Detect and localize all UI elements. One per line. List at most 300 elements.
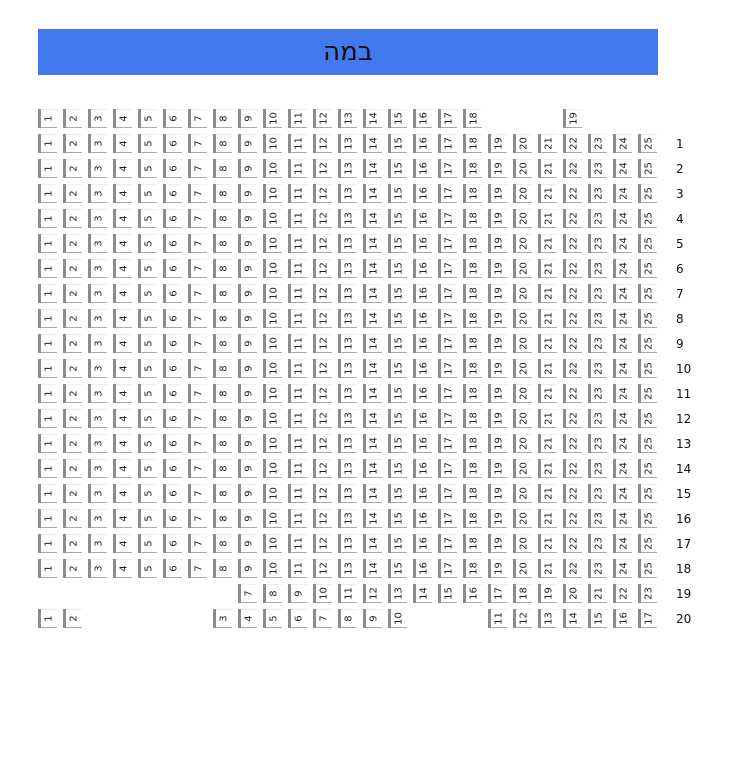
seat[interactable]: [363, 134, 382, 153]
seat[interactable]: [63, 209, 82, 228]
seat[interactable]: [313, 134, 332, 153]
seat[interactable]: [213, 209, 232, 228]
seat[interactable]: [38, 609, 57, 628]
seat[interactable]: [138, 534, 157, 553]
seat[interactable]: [638, 259, 657, 278]
seat[interactable]: [563, 259, 582, 278]
seat[interactable]: [313, 434, 332, 453]
seat[interactable]: [513, 434, 532, 453]
seat[interactable]: [538, 334, 557, 353]
seat[interactable]: [438, 459, 457, 478]
seat[interactable]: [213, 359, 232, 378]
seat[interactable]: [338, 534, 357, 553]
seat[interactable]: [238, 409, 257, 428]
seat[interactable]: [388, 584, 407, 603]
seat[interactable]: [388, 159, 407, 178]
seat[interactable]: [588, 534, 607, 553]
seat[interactable]: [238, 209, 257, 228]
seat[interactable]: [538, 284, 557, 303]
seat[interactable]: [638, 509, 657, 528]
seat[interactable]: [513, 134, 532, 153]
seat[interactable]: [313, 184, 332, 203]
seat[interactable]: [338, 234, 357, 253]
seat[interactable]: [113, 159, 132, 178]
seat[interactable]: [363, 284, 382, 303]
seat[interactable]: [363, 259, 382, 278]
seat[interactable]: [363, 434, 382, 453]
seat[interactable]: [588, 159, 607, 178]
seat[interactable]: [563, 584, 582, 603]
seat[interactable]: [463, 484, 482, 503]
seat[interactable]: [488, 209, 507, 228]
seat[interactable]: [288, 459, 307, 478]
seat[interactable]: [38, 159, 57, 178]
seat[interactable]: [188, 484, 207, 503]
seat[interactable]: [313, 334, 332, 353]
seat[interactable]: [63, 434, 82, 453]
seat[interactable]: [513, 384, 532, 403]
seat[interactable]: [363, 209, 382, 228]
seat[interactable]: [38, 434, 57, 453]
seat[interactable]: [138, 284, 157, 303]
seat[interactable]: [313, 484, 332, 503]
seat[interactable]: [113, 384, 132, 403]
seat[interactable]: [438, 409, 457, 428]
seat[interactable]: [613, 209, 632, 228]
seat[interactable]: [288, 384, 307, 403]
seat[interactable]: [413, 184, 432, 203]
seat[interactable]: [413, 509, 432, 528]
seat[interactable]: [188, 284, 207, 303]
seat[interactable]: [163, 309, 182, 328]
seat[interactable]: [238, 559, 257, 578]
seat[interactable]: [138, 334, 157, 353]
seat[interactable]: [188, 134, 207, 153]
seat[interactable]: [563, 334, 582, 353]
seat[interactable]: [113, 509, 132, 528]
seat[interactable]: [313, 284, 332, 303]
seat[interactable]: [63, 334, 82, 353]
seat[interactable]: [513, 409, 532, 428]
seat[interactable]: [338, 609, 357, 628]
seat[interactable]: [588, 409, 607, 428]
seat[interactable]: [338, 209, 357, 228]
seat[interactable]: [588, 434, 607, 453]
seat[interactable]: [288, 134, 307, 153]
seat[interactable]: [613, 559, 632, 578]
seat[interactable]: [163, 409, 182, 428]
seat[interactable]: [638, 534, 657, 553]
seat[interactable]: [413, 559, 432, 578]
seat[interactable]: [188, 559, 207, 578]
seat[interactable]: [488, 284, 507, 303]
seat[interactable]: [38, 384, 57, 403]
seat[interactable]: [263, 134, 282, 153]
seat[interactable]: [413, 359, 432, 378]
seat[interactable]: [313, 409, 332, 428]
seat[interactable]: [313, 259, 332, 278]
seat[interactable]: [463, 259, 482, 278]
seat[interactable]: [538, 209, 557, 228]
seat[interactable]: [188, 409, 207, 428]
seat[interactable]: [538, 159, 557, 178]
seat[interactable]: [538, 584, 557, 603]
seat[interactable]: [538, 234, 557, 253]
seat[interactable]: [363, 409, 382, 428]
seat[interactable]: [188, 434, 207, 453]
seat[interactable]: [263, 184, 282, 203]
seat[interactable]: [413, 584, 432, 603]
seat[interactable]: [413, 534, 432, 553]
seat[interactable]: [438, 584, 457, 603]
seat[interactable]: [88, 309, 107, 328]
seat[interactable]: [163, 509, 182, 528]
seat[interactable]: [38, 484, 57, 503]
seat[interactable]: [38, 309, 57, 328]
seat[interactable]: [38, 359, 57, 378]
seat[interactable]: [588, 134, 607, 153]
seat[interactable]: [613, 359, 632, 378]
seat[interactable]: [338, 459, 357, 478]
seat[interactable]: [163, 259, 182, 278]
seat[interactable]: [613, 234, 632, 253]
seat[interactable]: [638, 459, 657, 478]
seat[interactable]: [188, 534, 207, 553]
seat[interactable]: [213, 559, 232, 578]
seat[interactable]: [88, 434, 107, 453]
seat[interactable]: [63, 284, 82, 303]
seat[interactable]: [538, 409, 557, 428]
seat[interactable]: [488, 134, 507, 153]
seat[interactable]: [263, 209, 282, 228]
seat[interactable]: [463, 434, 482, 453]
seat[interactable]: [188, 309, 207, 328]
seat[interactable]: [613, 184, 632, 203]
seat[interactable]: [238, 159, 257, 178]
seat[interactable]: [463, 459, 482, 478]
seat[interactable]: [638, 609, 657, 628]
seat[interactable]: [463, 184, 482, 203]
seat[interactable]: [213, 284, 232, 303]
seat[interactable]: [163, 334, 182, 353]
seat[interactable]: [438, 484, 457, 503]
seat[interactable]: [638, 284, 657, 303]
seat[interactable]: [588, 609, 607, 628]
seat[interactable]: [613, 534, 632, 553]
seat[interactable]: [88, 409, 107, 428]
seat[interactable]: [163, 109, 182, 128]
seat[interactable]: [288, 609, 307, 628]
seat[interactable]: [588, 184, 607, 203]
seat[interactable]: [638, 359, 657, 378]
seat[interactable]: [88, 534, 107, 553]
seat[interactable]: [263, 284, 282, 303]
seat[interactable]: [113, 134, 132, 153]
seat[interactable]: [313, 159, 332, 178]
seat[interactable]: [638, 484, 657, 503]
seat[interactable]: [238, 234, 257, 253]
seat[interactable]: [238, 484, 257, 503]
seat[interactable]: [538, 184, 557, 203]
seat[interactable]: [38, 284, 57, 303]
seat[interactable]: [538, 359, 557, 378]
seat[interactable]: [588, 484, 607, 503]
seat[interactable]: [338, 159, 357, 178]
seat[interactable]: [363, 559, 382, 578]
seat[interactable]: [563, 459, 582, 478]
seat[interactable]: [138, 484, 157, 503]
seat[interactable]: [413, 334, 432, 353]
seat[interactable]: [488, 334, 507, 353]
seat[interactable]: [38, 534, 57, 553]
seat[interactable]: [113, 209, 132, 228]
seat[interactable]: [263, 609, 282, 628]
seat[interactable]: [213, 534, 232, 553]
seat[interactable]: [238, 259, 257, 278]
seat[interactable]: [613, 284, 632, 303]
seat[interactable]: [113, 259, 132, 278]
seat[interactable]: [313, 609, 332, 628]
seat[interactable]: [288, 109, 307, 128]
seat[interactable]: [88, 109, 107, 128]
seat[interactable]: [638, 184, 657, 203]
seat[interactable]: [188, 184, 207, 203]
seat[interactable]: [413, 209, 432, 228]
seat[interactable]: [538, 559, 557, 578]
seat[interactable]: [338, 309, 357, 328]
seat[interactable]: [338, 384, 357, 403]
seat[interactable]: [563, 559, 582, 578]
seat[interactable]: [388, 209, 407, 228]
seat[interactable]: [88, 259, 107, 278]
seat[interactable]: [463, 134, 482, 153]
seat[interactable]: [563, 184, 582, 203]
seat[interactable]: [38, 409, 57, 428]
seat[interactable]: [88, 384, 107, 403]
seat[interactable]: [613, 484, 632, 503]
seat[interactable]: [263, 509, 282, 528]
seat[interactable]: [588, 334, 607, 353]
seat[interactable]: [413, 484, 432, 503]
seat[interactable]: [613, 584, 632, 603]
seat[interactable]: [288, 334, 307, 353]
seat[interactable]: [288, 259, 307, 278]
seat[interactable]: [613, 309, 632, 328]
seat[interactable]: [163, 134, 182, 153]
seat[interactable]: [413, 309, 432, 328]
seat[interactable]: [363, 459, 382, 478]
seat[interactable]: [263, 459, 282, 478]
seat[interactable]: [513, 284, 532, 303]
seat[interactable]: [288, 484, 307, 503]
seat[interactable]: [363, 384, 382, 403]
seat[interactable]: [363, 509, 382, 528]
seat[interactable]: [513, 584, 532, 603]
seat[interactable]: [388, 609, 407, 628]
seat[interactable]: [438, 159, 457, 178]
seat[interactable]: [213, 384, 232, 403]
seat[interactable]: [88, 234, 107, 253]
seat[interactable]: [138, 109, 157, 128]
seat[interactable]: [338, 284, 357, 303]
seat[interactable]: [588, 459, 607, 478]
seat[interactable]: [113, 559, 132, 578]
seat[interactable]: [538, 309, 557, 328]
seat[interactable]: [488, 259, 507, 278]
seat[interactable]: [313, 559, 332, 578]
seat[interactable]: [113, 359, 132, 378]
seat[interactable]: [613, 334, 632, 353]
seat[interactable]: [513, 559, 532, 578]
seat[interactable]: [538, 609, 557, 628]
seat[interactable]: [213, 309, 232, 328]
seat[interactable]: [488, 184, 507, 203]
seat[interactable]: [563, 484, 582, 503]
seat[interactable]: [488, 409, 507, 428]
seat[interactable]: [113, 459, 132, 478]
seat[interactable]: [563, 384, 582, 403]
seat[interactable]: [538, 484, 557, 503]
seat[interactable]: [488, 509, 507, 528]
seat[interactable]: [238, 184, 257, 203]
seat[interactable]: [388, 309, 407, 328]
seat[interactable]: [113, 484, 132, 503]
seat[interactable]: [238, 534, 257, 553]
seat[interactable]: [488, 359, 507, 378]
seat[interactable]: [263, 409, 282, 428]
seat[interactable]: [138, 184, 157, 203]
seat[interactable]: [63, 509, 82, 528]
seat[interactable]: [88, 284, 107, 303]
seat[interactable]: [488, 459, 507, 478]
seat[interactable]: [463, 309, 482, 328]
seat[interactable]: [588, 584, 607, 603]
seat[interactable]: [338, 134, 357, 153]
seat[interactable]: [638, 309, 657, 328]
seat[interactable]: [313, 309, 332, 328]
seat[interactable]: [638, 434, 657, 453]
seat[interactable]: [363, 159, 382, 178]
seat[interactable]: [213, 409, 232, 428]
seat[interactable]: [238, 609, 257, 628]
seat[interactable]: [638, 584, 657, 603]
seat[interactable]: [238, 309, 257, 328]
seat[interactable]: [638, 209, 657, 228]
seat[interactable]: [288, 209, 307, 228]
seat[interactable]: [188, 459, 207, 478]
seat[interactable]: [238, 134, 257, 153]
seat[interactable]: [263, 259, 282, 278]
seat[interactable]: [588, 559, 607, 578]
seat[interactable]: [138, 359, 157, 378]
seat[interactable]: [138, 159, 157, 178]
seat[interactable]: [538, 384, 557, 403]
seat[interactable]: [338, 559, 357, 578]
seat[interactable]: [163, 534, 182, 553]
seat[interactable]: [338, 109, 357, 128]
seat[interactable]: [138, 409, 157, 428]
seat[interactable]: [463, 109, 482, 128]
seat[interactable]: [413, 159, 432, 178]
seat[interactable]: [563, 284, 582, 303]
seat[interactable]: [638, 134, 657, 153]
seat[interactable]: [488, 384, 507, 403]
seat[interactable]: [113, 534, 132, 553]
seat[interactable]: [438, 234, 457, 253]
seat[interactable]: [513, 534, 532, 553]
seat[interactable]: [313, 209, 332, 228]
seat[interactable]: [538, 534, 557, 553]
seat[interactable]: [38, 259, 57, 278]
seat[interactable]: [588, 234, 607, 253]
seat[interactable]: [463, 384, 482, 403]
seat[interactable]: [263, 234, 282, 253]
seat[interactable]: [238, 359, 257, 378]
seat[interactable]: [413, 134, 432, 153]
seat[interactable]: [338, 434, 357, 453]
seat[interactable]: [188, 209, 207, 228]
seat[interactable]: [63, 609, 82, 628]
seat[interactable]: [338, 184, 357, 203]
seat[interactable]: [513, 459, 532, 478]
seat[interactable]: [388, 484, 407, 503]
seat[interactable]: [538, 459, 557, 478]
seat[interactable]: [388, 334, 407, 353]
seat[interactable]: [338, 334, 357, 353]
seat[interactable]: [138, 134, 157, 153]
seat[interactable]: [88, 484, 107, 503]
seat[interactable]: [388, 559, 407, 578]
seat[interactable]: [113, 434, 132, 453]
seat[interactable]: [238, 584, 257, 603]
seat[interactable]: [38, 134, 57, 153]
seat[interactable]: [88, 184, 107, 203]
seat[interactable]: [463, 359, 482, 378]
seat[interactable]: [513, 259, 532, 278]
seat[interactable]: [113, 334, 132, 353]
seat[interactable]: [513, 359, 532, 378]
seat[interactable]: [363, 334, 382, 353]
seat[interactable]: [613, 509, 632, 528]
seat[interactable]: [238, 284, 257, 303]
seat[interactable]: [238, 109, 257, 128]
seat[interactable]: [138, 309, 157, 328]
seat[interactable]: [463, 409, 482, 428]
seat[interactable]: [138, 384, 157, 403]
seat[interactable]: [563, 159, 582, 178]
seat[interactable]: [488, 159, 507, 178]
seat[interactable]: [63, 234, 82, 253]
seat[interactable]: [213, 334, 232, 353]
seat[interactable]: [538, 259, 557, 278]
seat[interactable]: [338, 409, 357, 428]
seat[interactable]: [213, 109, 232, 128]
seat[interactable]: [313, 109, 332, 128]
seat[interactable]: [388, 234, 407, 253]
seat[interactable]: [563, 209, 582, 228]
seat[interactable]: [488, 534, 507, 553]
seat[interactable]: [338, 584, 357, 603]
seat[interactable]: [463, 209, 482, 228]
seat[interactable]: [388, 434, 407, 453]
seat[interactable]: [63, 134, 82, 153]
seat[interactable]: [238, 334, 257, 353]
seat[interactable]: [213, 484, 232, 503]
seat[interactable]: [438, 109, 457, 128]
seat[interactable]: [613, 384, 632, 403]
seat[interactable]: [63, 559, 82, 578]
seat[interactable]: [313, 534, 332, 553]
